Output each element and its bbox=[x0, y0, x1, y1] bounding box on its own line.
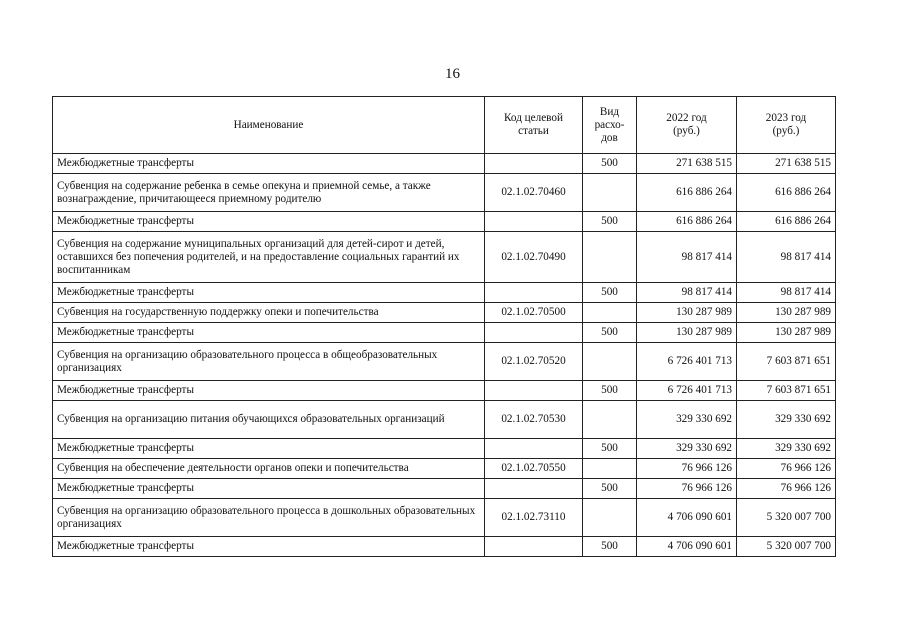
row-kind bbox=[583, 459, 637, 479]
row-2022: 4 706 090 601 bbox=[637, 499, 737, 537]
page-number: 16 bbox=[445, 66, 460, 82]
table-row bbox=[53, 283, 836, 303]
row-name: Субвенция на содержание муниципальных организаций для детей-сирот и детей, оставшихся без попечения родителей, и на предоставление социальных гарантий их воспитанникам bbox=[53, 232, 485, 283]
row-code: 02.1.02.70500 bbox=[485, 303, 583, 323]
table-row bbox=[53, 343, 836, 381]
table-row bbox=[53, 232, 836, 283]
row-name: Межбюджетные трансферты bbox=[53, 439, 485, 459]
table-row bbox=[53, 537, 836, 557]
row-name: Межбюджетные трансферты bbox=[53, 154, 485, 174]
row-2023: 76 966 126 bbox=[737, 479, 836, 499]
header-kind: Вид расхо-дов bbox=[583, 97, 637, 154]
row-name: Межбюджетные трансферты bbox=[53, 323, 485, 343]
row-2023: 329 330 692 bbox=[737, 439, 836, 459]
row-code bbox=[485, 323, 583, 343]
row-name: Межбюджетные трансферты bbox=[53, 479, 485, 499]
row-2022: 616 886 264 bbox=[637, 174, 737, 212]
row-2023: 5 320 007 700 bbox=[737, 499, 836, 537]
row-2023: 271 638 515 bbox=[737, 154, 836, 174]
row-kind: 500 bbox=[583, 537, 637, 557]
row-code bbox=[485, 381, 583, 401]
row-kind bbox=[583, 401, 637, 439]
row-2023: 130 287 989 bbox=[737, 323, 836, 343]
row-2022: 4 706 090 601 bbox=[637, 537, 737, 557]
row-kind bbox=[583, 232, 637, 283]
row-name: Субвенция на организацию образовательного процесса в общеобразовательных организациях bbox=[53, 343, 485, 381]
row-name: Субвенция на организацию образовательного процесса в дошкольных образовательных организациях bbox=[53, 499, 485, 537]
row-kind bbox=[583, 343, 637, 381]
row-2022: 130 287 989 bbox=[637, 303, 737, 323]
table-row bbox=[53, 174, 836, 212]
table-row bbox=[53, 439, 836, 459]
table-row bbox=[53, 479, 836, 499]
row-2023: 7 603 871 651 bbox=[737, 343, 836, 381]
table-row bbox=[53, 212, 836, 232]
row-kind: 500 bbox=[583, 479, 637, 499]
row-kind bbox=[583, 303, 637, 323]
table-row bbox=[53, 401, 836, 439]
row-code: 02.1.02.70520 bbox=[485, 343, 583, 381]
row-name: Межбюджетные трансферты bbox=[53, 537, 485, 557]
table-row bbox=[53, 303, 836, 323]
row-name: Субвенция на государственную поддержку опеки и попечительства bbox=[53, 303, 485, 323]
row-code: 02.1.02.73110 bbox=[485, 499, 583, 537]
table-row bbox=[53, 381, 836, 401]
table-row bbox=[53, 499, 836, 537]
row-kind bbox=[583, 499, 637, 537]
row-kind: 500 bbox=[583, 381, 637, 401]
row-name: Межбюджетные трансферты bbox=[53, 283, 485, 303]
row-kind: 500 bbox=[583, 154, 637, 174]
row-name: Субвенция на обеспечение деятельности органов опеки и попечительства bbox=[53, 459, 485, 479]
row-code: 02.1.02.70460 bbox=[485, 174, 583, 212]
row-code bbox=[485, 154, 583, 174]
row-2023: 5 320 007 700 bbox=[737, 537, 836, 557]
row-2022: 98 817 414 bbox=[637, 283, 737, 303]
row-name: Межбюджетные трансферты bbox=[53, 212, 485, 232]
row-code bbox=[485, 439, 583, 459]
row-2023: 616 886 264 bbox=[737, 212, 836, 232]
row-2023: 130 287 989 bbox=[737, 303, 836, 323]
row-name: Субвенция на содержание ребенка в семье опекуна и приемной семье, а также вознаграждение, причитающееся приемному родителю bbox=[53, 174, 485, 212]
row-name: Субвенция на организацию питания обучающихся образовательных организаций bbox=[53, 401, 485, 439]
header-name: Наименование bbox=[53, 97, 485, 154]
row-code bbox=[485, 212, 583, 232]
row-kind: 500 bbox=[583, 439, 637, 459]
row-2022: 98 817 414 bbox=[637, 232, 737, 283]
row-2023: 329 330 692 bbox=[737, 401, 836, 439]
row-2023: 76 966 126 bbox=[737, 459, 836, 479]
row-2023: 616 886 264 bbox=[737, 174, 836, 212]
row-kind bbox=[583, 174, 637, 212]
row-2022: 329 330 692 bbox=[637, 439, 737, 459]
row-2022: 76 966 126 bbox=[637, 479, 737, 499]
table-row bbox=[53, 459, 836, 479]
row-2022: 76 966 126 bbox=[637, 459, 737, 479]
row-kind: 500 bbox=[583, 323, 637, 343]
row-code bbox=[485, 283, 583, 303]
row-code: 02.1.02.70550 bbox=[485, 459, 583, 479]
header-row bbox=[53, 97, 836, 154]
table-row bbox=[53, 323, 836, 343]
row-2022: 6 726 401 713 bbox=[637, 343, 737, 381]
row-name: Межбюджетные трансферты bbox=[53, 381, 485, 401]
row-code: 02.1.02.70490 bbox=[485, 232, 583, 283]
row-code bbox=[485, 537, 583, 557]
row-2023: 98 817 414 bbox=[737, 232, 836, 283]
row-2022: 271 638 515 bbox=[637, 154, 737, 174]
row-2023: 98 817 414 bbox=[737, 283, 836, 303]
header-2022: 2022 год (руб.) bbox=[637, 97, 737, 154]
row-2022: 130 287 989 bbox=[637, 323, 737, 343]
row-code bbox=[485, 479, 583, 499]
row-code: 02.1.02.70530 bbox=[485, 401, 583, 439]
row-2023: 7 603 871 651 bbox=[737, 381, 836, 401]
row-kind: 500 bbox=[583, 283, 637, 303]
budget-table bbox=[52, 96, 836, 557]
header-2023: 2023 год (руб.) bbox=[737, 97, 836, 154]
table-row bbox=[53, 154, 836, 174]
header-code: Код целевой статьи bbox=[485, 97, 583, 154]
row-2022: 6 726 401 713 bbox=[637, 381, 737, 401]
row-2022: 616 886 264 bbox=[637, 212, 737, 232]
row-kind: 500 bbox=[583, 212, 637, 232]
row-2022: 329 330 692 bbox=[637, 401, 737, 439]
